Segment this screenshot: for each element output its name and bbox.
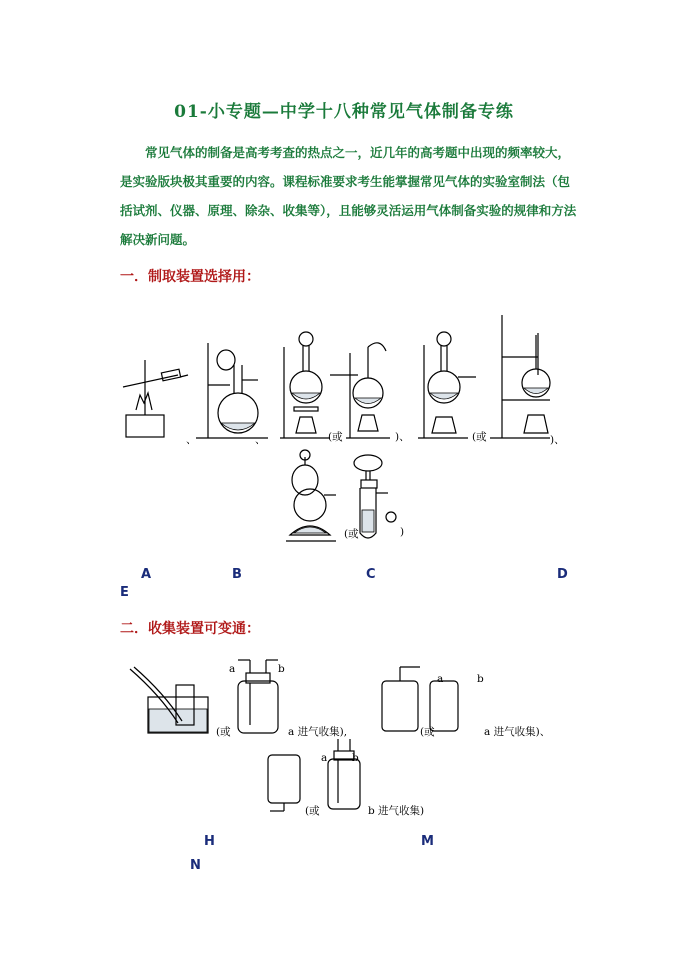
caption3-text: b 进气收集) [368,805,425,817]
caption1-text: a 进气收集), [288,726,348,738]
sep-6: )、 [550,434,565,446]
sep-3: (或 [328,431,343,443]
port-b-1: b [278,663,285,675]
apparatus-tube-generator [354,455,396,538]
sep-4: )、 [395,431,410,443]
generator-apparatus-figure [118,305,568,555]
gas-bottle-4 [268,755,300,811]
section2-heading: 二．收集装置可变通： [120,621,260,637]
caption2-text: a 进气收集)、 [484,726,551,738]
sep-2: 、 [255,434,266,446]
gas-bottle-5 [328,739,360,809]
collection-apparatus-figure [120,655,460,825]
port-b-3: b [352,752,359,764]
sep-row2-close: ) [400,526,405,538]
gas-bottle-2 [382,667,420,731]
sep-row2-open: (或 [344,528,359,540]
caption2-open: (或 [420,726,435,738]
apparatus-c-flask-heated [280,332,390,438]
port-b-2: b [477,673,484,685]
intro-text: 常见气体的制备是高考考查的热点之一，近几年的高考题中出现的频率较大，是实验版块极其重要的内容。课程标准要求考生能掌握常见气体的实验室制法（包括试剂、仪器、原理、除杂、收集等），且能够灵活运用气体制备实验的规律和方法解决新问题。 [120,145,577,247]
label-b: B [232,567,242,582]
label-d: D [557,567,568,582]
port-a-1: a [229,663,236,675]
apparatus-a-heated-tube [123,360,188,437]
caption1-open: (或 [216,726,231,738]
water-trough-collection [130,667,208,733]
label-m: M [421,834,434,849]
sep-5: (或 [472,431,487,443]
port-a-2: a [437,673,444,685]
page-title: 01-小专题—中学十八种常见气体制备专练 [174,102,514,122]
intro-paragraph [120,138,580,254]
label-c: C [366,567,376,582]
label-e: E [120,585,129,600]
sep-1: 、 [186,434,197,446]
caption3-open: (或 [305,805,320,817]
port-a-3: a [321,752,328,764]
label-h: H [204,834,215,849]
apparatus-e-distillation [490,315,550,438]
label-n: N [190,858,201,873]
apparatus-b-flask-funnel [196,343,268,438]
section1-heading: 一．制取装置选择用： [120,269,260,285]
gas-bottle-1 [238,660,278,733]
apparatus-kipp-generator [286,450,336,541]
apparatus-d-flask-thermometer [418,332,476,438]
label-a: A [141,567,152,582]
